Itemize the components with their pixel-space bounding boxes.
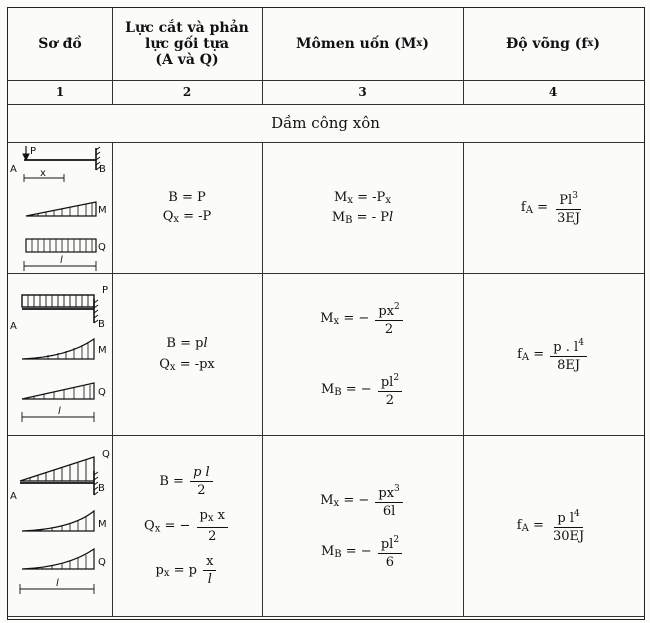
row1-deflection <box>463 142 643 273</box>
label-b: B <box>98 483 105 494</box>
index-1: 1 <box>55 85 65 99</box>
row1-shear <box>112 142 262 273</box>
row1-deflection-fa: $f_A$ = $\frac{Pl^3}{3EJ}$ <box>520 191 581 226</box>
row3-load-px: $p_x = p$ $\frac{x}{l}$ <box>156 554 219 587</box>
row3-diagram <box>8 435 112 616</box>
label-l: l <box>60 255 63 266</box>
header-moment: Mômen uốn (M x ) <box>296 36 429 52</box>
label-p: P <box>102 285 109 296</box>
row2-deflection <box>463 273 643 435</box>
label-l: l <box>58 406 61 417</box>
label-m: M <box>98 519 107 530</box>
row1-diagram <box>8 142 112 273</box>
cantilever-point-load-diagram <box>8 142 112 273</box>
row2-reaction-b: B = pl <box>166 335 208 351</box>
header-diagram-label: Sơ đồ <box>38 36 82 52</box>
row2-moment-mx: $M_x$ = − $\frac{px^2}{2}$ <box>320 300 405 337</box>
index-4: 4 <box>548 85 558 99</box>
row3-moment <box>262 435 463 616</box>
label-b: B <box>98 319 105 330</box>
label-m: M <box>98 345 107 356</box>
row2-shear-qx: $Q_x = -px$ <box>159 356 215 373</box>
row1-moment-mb: $M_B$ = - Pl <box>331 209 394 226</box>
label-q-load: Q <box>102 449 110 460</box>
label-m: M <box>98 205 107 216</box>
row3-shear-qx: $Q_x$ = − $\frac{p_x x}{2}$ <box>144 508 230 544</box>
label-a: A <box>10 164 17 175</box>
index-2: 2 <box>182 85 192 99</box>
row2-shear <box>112 273 262 435</box>
header-deflection-sub: x <box>587 38 594 49</box>
header-diagram <box>8 8 112 80</box>
row3-moment-mx: $M_x$ = − $\frac{px^3}{6l}$ <box>320 482 405 519</box>
row3-reaction-b: B = $\frac{\text{p l}}{2}$ <box>159 465 214 498</box>
row2-moment <box>262 273 463 435</box>
section-title: Dầm công xôn <box>271 114 380 132</box>
header-shear-line3: (A và Q) <box>155 52 219 68</box>
header-moment-sub: x <box>416 38 423 49</box>
label-q: Q <box>98 557 106 568</box>
row-divider <box>8 616 644 617</box>
header-deflection-label: Độ võng (f <box>505 36 588 52</box>
header-deflection: Độ võng (f x ) <box>505 36 600 52</box>
index-3: 3 <box>358 85 367 99</box>
header-moment-label: Mômen uốn (M <box>296 36 417 52</box>
row1-shear-qx: $Q_x = -P$ <box>162 209 212 225</box>
label-b: B <box>99 164 106 175</box>
row1-reaction-b: B = P <box>168 190 206 205</box>
row2-diagram <box>8 273 112 435</box>
header-shear-line1: Lực cắt và phản <box>125 20 249 36</box>
header-shear-line2: lực gối tựa <box>145 36 229 52</box>
label-a: A <box>10 491 17 502</box>
cantilever-triangular-load-diagram <box>8 435 112 616</box>
cantilever-uniform-load-diagram <box>8 273 112 435</box>
row3-moment-mb: $M_B$ = − $\frac{pl^2}{6}$ <box>321 533 404 570</box>
row2-moment-mb: $M_B$ = − $\frac{pl^2}{2}$ <box>321 371 404 408</box>
row1-moment <box>262 142 463 273</box>
label-a: A <box>10 321 17 332</box>
label-x: x <box>40 168 46 179</box>
label-q: Q <box>98 387 106 398</box>
header-shear <box>112 8 262 80</box>
row3-deflection <box>463 435 643 616</box>
label-l: l <box>56 578 59 589</box>
beam-formula-table <box>7 7 645 620</box>
row2-deflection-fa: $f_A$ = $\frac{p . l^4}{8EJ}$ <box>517 336 589 373</box>
row3-shear <box>112 435 262 616</box>
label-p: P <box>30 146 37 157</box>
row3-deflection-fa: $f_A$ = $\frac{p l^4}{30EJ}$ <box>516 509 585 544</box>
label-q: Q <box>98 242 106 253</box>
row1-moment-mx: $M_x = -P_x$ <box>334 189 391 206</box>
